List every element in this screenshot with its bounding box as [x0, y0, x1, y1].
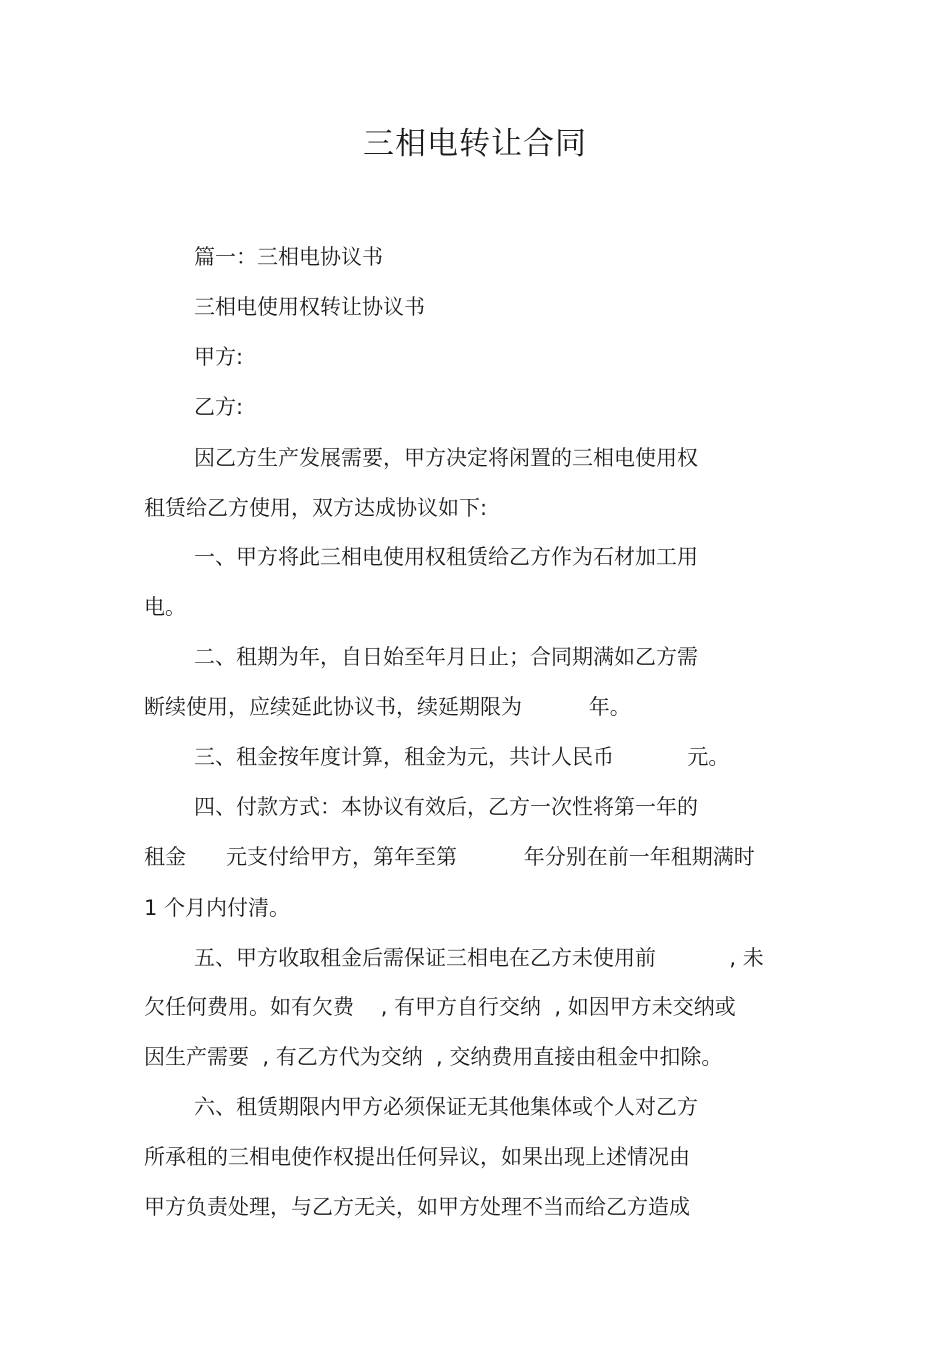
- paragraph-line: 所承租的三相电使作权提出任何异议，如果出现上述情况由: [144, 1145, 690, 1169]
- paragraph-line: 因乙方生产发展需要，甲方决定将闲置的三相电使用权: [194, 446, 698, 470]
- paragraph-line: 租赁给乙方使用，双方达成协议如下:: [144, 496, 488, 520]
- paragraph-line: 四、付款方式：本协议有效后，乙方一次性将第一年的: [194, 795, 698, 819]
- paragraph-line: 三、租金按年度计算，租金为元，共计人民币 元。: [194, 745, 730, 769]
- paragraph-line: 断续使用，应续延此协议书，续延期限为 年。: [144, 695, 631, 719]
- paragraph-line: 租金 元支付给甲方，第年至第 年分别在前一年租期满时: [144, 845, 755, 869]
- paragraph-line: 一、甲方将此三相电使用权租赁给乙方作为石材加工用: [194, 545, 698, 569]
- paragraph-line: 二、租期为年，自日始至年月日止；合同期满如乙方需: [194, 645, 698, 669]
- paragraph-line: 六、租赁期限内甲方必须保证无其他集体或个人对乙方: [194, 1095, 698, 1119]
- section-heading: 篇一：三相电协议书: [194, 245, 383, 269]
- party-b-label: 乙方:: [194, 395, 244, 419]
- paragraph-line: 1 个月内付清。: [144, 896, 291, 920]
- paragraph-line: 欠任何费用。如有欠费 , 有甲方自行交纳 , 如因甲方未交纳或: [144, 995, 736, 1019]
- document-title: 三相电转让合同: [363, 126, 587, 162]
- paragraph-line: 五、甲方收取租金后需保证三相电在乙方未使用前 , 未: [194, 946, 764, 970]
- party-a-label: 甲方:: [194, 345, 244, 369]
- paragraph-line: 因生产需要 , 有乙方代为交纳 , 交纳费用直接由租金中扣除。: [144, 1045, 723, 1069]
- paragraph-line: 电。: [144, 595, 186, 619]
- paragraph-line: 甲方负责处理，与乙方无关，如甲方处理不当而给乙方造成: [144, 1195, 690, 1219]
- agreement-title: 三相电使用权转让协议书: [194, 295, 425, 319]
